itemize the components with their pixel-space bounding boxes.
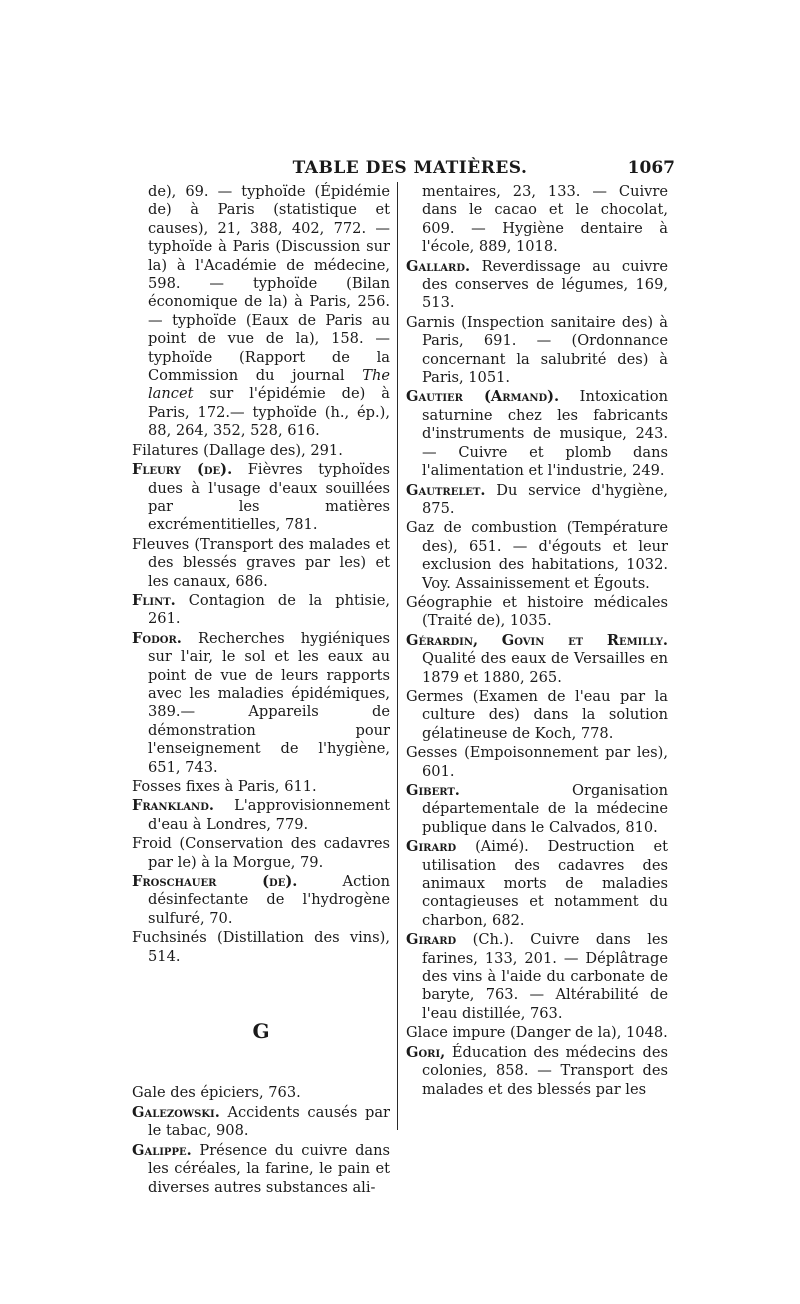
author-name: Gautier (Armand).: [406, 388, 560, 406]
author-name: Gibert.: [406, 782, 460, 799]
author-name: Froschauer (de).: [132, 873, 298, 891]
author-name: Galippe.: [132, 1141, 192, 1159]
index-entry: Froid (Conservation des cadavres par le) à la Morgue, 79.: [132, 835, 390, 871]
author-name: Galezowski.: [132, 1103, 220, 1121]
left-column: [132, 183, 390, 1198]
index-entry: Gibert. Organisation départementale de la médecine publique dans le Calvados, 810.: [406, 782, 668, 836]
index-entry: Filatures (Dallage des), 291.: [132, 441, 343, 459]
continued-entry: mentaires, 23, 133. — Cuivre dans le cacao et le chocolat, 609. — Hygiène dentaire à l'école, 889, 1018.: [422, 183, 668, 256]
author-name: Gallard.: [406, 257, 471, 275]
continued-entry: de), 69. — typhoïde (Épidémie de) à Paris (statistique et causes), 21, 388, 402, 772. — typhoïde à Paris (Discussion sur la) à l'Académie de médecine, 598. — typhoïde (Bilan économique de la) à Paris, 256. — typhoïde (Eaux de Paris au point de vue de la), 158. — typhoïde (Rapport de la Commission du journal The lancet sur l'épidémie de) à Paris, 172.— typhoïde (h., ép.), 88, 264, 352, 528, 616.: [148, 183, 390, 440]
index-entry: Garnis (Inspection sanitaire des) à Paris, 691. — (Ordonnance concernant la salubrité des) à Paris, 1051.: [406, 313, 668, 387]
author-name: Gautrelet.: [406, 481, 486, 499]
index-entry: Fuchsinés (Distillation des vins), 514.: [132, 929, 390, 965]
author-name: Frankland.: [132, 797, 214, 815]
index-entry: Fleuves (Transport des malades et des blessés graves par les) et les canaux, 686.: [132, 535, 390, 590]
index-entry: Girard (Ch.). Cuivre dans les farines, 133, 201. — Déplâtrage des vins à l'aide du carbonate de baryte, 763. — Altérabilité de l'eau distillée, 763.: [406, 931, 668, 1022]
page-number: 1067: [627, 158, 675, 178]
index-entry: Fleury (de). Fièvres typhoïdes dues à l'usage d'eaux souillées par les matières excrémentitielles, 781.: [132, 461, 390, 534]
index-entry: Fodor. Recherches hygiéniques sur l'air, le sol et les eaux au point de vue de leurs rapports avec les maladies épidémiques, 389.— Appareils de démonstration pour l'enseignement de l'hygiène, 651, 743.: [132, 629, 390, 776]
author-name: Gérardin, Govin et Remilly.: [406, 631, 668, 649]
index-entry: Fosses fixes à Paris, 611.: [132, 778, 317, 795]
index-entry: Glace impure (Danger de la), 1048.: [406, 1024, 668, 1042]
column-divider: [397, 182, 398, 1130]
index-entry: Germes (Examen de l'eau par la culture des) dans la solution gélatineuse de Koch, 778.: [406, 687, 668, 742]
author-name: Fleury (de).: [132, 461, 233, 479]
right-column: [406, 183, 668, 1100]
index-entry: Gérardin, Govin et Remilly. Qualité des eaux de Versailles en 1879 et 1880, 265.: [406, 631, 668, 686]
index-entry: Froschauer (de). Action désinfectante de l'hydrogène sulfuré, 70.: [132, 873, 390, 927]
author-name: Fodor.: [132, 629, 182, 647]
index-entry: Gori, Éducation des médecins des colonies, 858. — Transport des malades et des blessés par les: [406, 1043, 668, 1098]
running-title: TABLE DES MATIÈRES.: [292, 158, 528, 178]
index-entry: Girard (Aimé). Destruction et utilisation des cadavres des animaux morts de maladies contagieuses et notamment du charbon, 682.: [406, 838, 668, 929]
author-name: Gori,: [406, 1043, 446, 1061]
section-letter: G: [252, 1019, 270, 1044]
index-entry: Gale des épiciers, 763.: [132, 1084, 301, 1102]
index-entry: Galezowski. Accidents causés par le tabac, 908.: [132, 1103, 390, 1140]
index-entry: Gesses (Empoisonnement par les), 601.: [406, 744, 668, 780]
index-entry: Géographie et histoire médicales (Traité de), 1035.: [406, 593, 668, 630]
index-entry: Gaz de combustion (Température des), 651. — d'égouts et leur exclusion des habitations, 1032. Voy. Assainissement et Égouts.: [406, 519, 668, 592]
index-entry: Frankland. L'approvisionnement d'eau à Londres, 779.: [132, 797, 390, 833]
index-entry: Gallard. Reverdissage au cuivre des conserves de légumes, 169, 513.: [406, 257, 668, 312]
index-entry: Gautrelet. Du service d'hygiène, 875.: [406, 481, 668, 517]
author-name: Flint.: [132, 591, 176, 609]
index-entry: Galippe. Présence du cuivre dans les céréales, la farine, le pain et diverses autres substances ali-: [132, 1141, 390, 1196]
author-name: Girard: [406, 931, 457, 949]
index-entry: Flint. Contagion de la phtisie, 261.: [132, 591, 390, 628]
author-name: Girard: [406, 838, 457, 856]
index-entry: Gautier (Armand). Intoxication saturnine chez les fabricants d'instruments de musique, 243. — Cuivre et plomb dans l'alimentation et l'industrie, 249.: [406, 388, 668, 480]
